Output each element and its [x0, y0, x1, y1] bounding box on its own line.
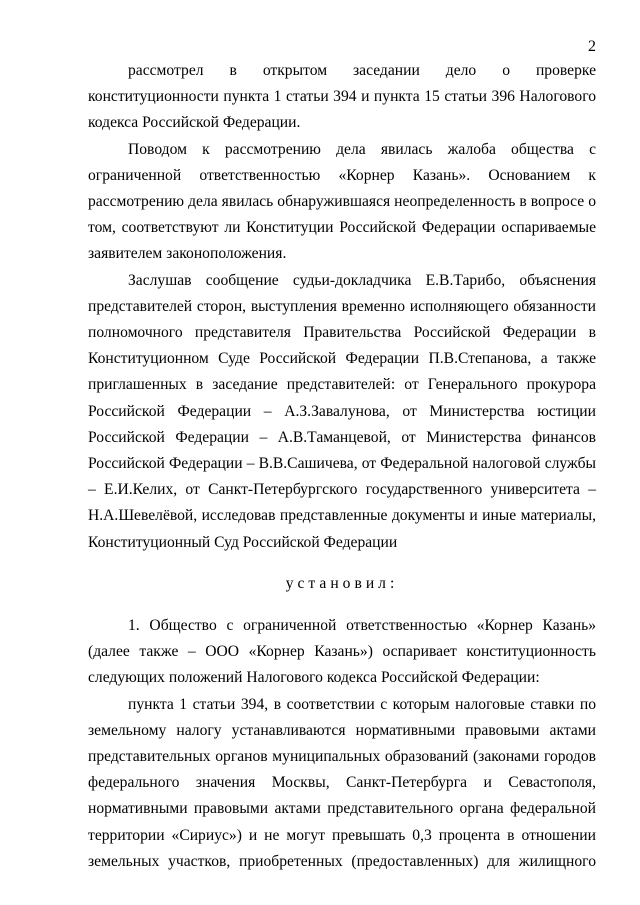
paragraph-hearing: Заслушав сообщение судьи-докладчика Е.В.Тарибо, объяснения представителей сторон, выступления временно исполняющего обязанности полномочного представителя Правительства Российской Федерации в Конституционном Суде Российской Федерации П.В.Степанова, а также приглашенных в заседание представителей: от Генерального прокурора Российской Федерации – А.З.Завалунова, от Министерства юстиции Российской Федерации – А.В.Таманцевой, от Министерства финансов Российской Федерации – В.В.Сашичева, от Федеральной налоговой службы – Е.И.Келих, от Санкт-Петербургского государственного университета – Н.А.Шевелёвой, исследовав представленные документы и иные материалы, Конституционный Суд Российской Федерации — [88, 271, 596, 551]
paragraph-provision: пункта 1 статьи 394, в соответствии с которым налоговые ставки по земельному налогу устанавливаются нормативными правовыми актами представительных органов муниципальных образований (законами городов федерального значения Москвы, Санкт-Петербурга и Севастополя, нормативными правовыми актами представительного органа федеральной территории «Сириус») и не могут превышать 0,3 процента в отношении земельных участков, приобретенных (предоставленных) для жилищного — [88, 695, 596, 870]
paragraph-grounds: Поводом к рассмотрению дела явилась жалоба общества с ограниченной ответственностью «Корнер Казань». Основанием к рассмотрению дела явилась обнаружившаяся неопределенность в вопросе о том, соответствуют ли Конституции Российской Федерации оспариваемые заявителем законоположения. — [88, 140, 596, 263]
document-body — [88, 58, 596, 875]
paragraph-intro: рассмотрел в открытом заседании дело о проверке конституционности пункта 1 статьи 394 и пункта 15 статьи 396 Налогового кодекса Российской Федерации. — [88, 62, 596, 132]
page-number: 2 — [588, 38, 596, 55]
section-heading: установил: — [285, 574, 399, 592]
paragraph-claim: 1. Общество с ограниченной ответственностью «Корнер Казань» (далее также – ООО «Корнер Казань») оспаривает конституционность следующих положений Налогового кодекса Российской Федерации: — [88, 617, 596, 687]
